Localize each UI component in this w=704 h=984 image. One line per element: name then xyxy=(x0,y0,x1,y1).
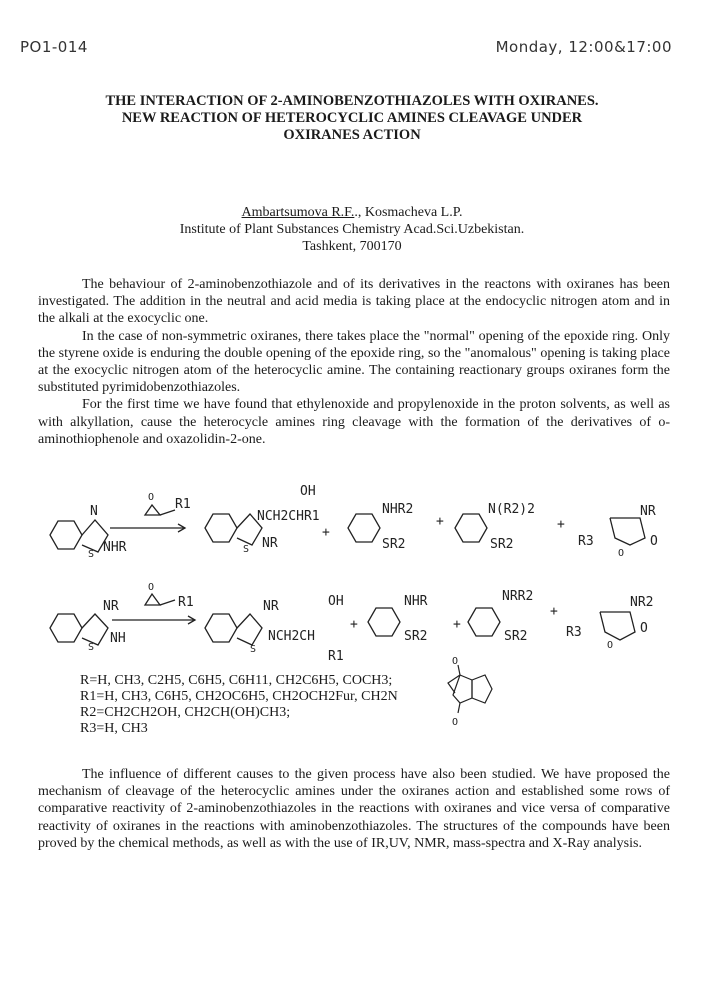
atom-label: NR xyxy=(103,599,119,614)
session-time: Monday, 12:00&17:00 xyxy=(495,38,672,56)
atom-label: NCH2CHR1 xyxy=(257,509,320,524)
atom-label: R1 xyxy=(178,595,194,610)
atom-label: SR2 xyxy=(404,629,428,644)
institute: Institute of Plant Substances Chemistry Acad.Sci.Uzbekistan. xyxy=(179,222,525,237)
benzene-ring xyxy=(50,614,82,642)
paragraph: The behaviour of 2-aminobenzothiazole and of its derivatives in the reactons with oxiranes has been investigated. The addition in the neutral and acid media is taking place at the endocyclic nitrogen atom and in the alkali at the exocyclic one. xyxy=(38,277,670,327)
paragraph: For the first time we have found that ethylenoxide and propylenoxide in the proton solvents, as well as with alkyllation, cause the heterocycle amines ring cleavage with the formation of the derivatives of o-aminothiophenole and oxazolidin-2-one. xyxy=(38,397,670,447)
benzene-ring xyxy=(468,608,500,636)
atom-label: R1 xyxy=(328,649,344,664)
abstract-conclusion xyxy=(38,766,670,852)
atom-label: O xyxy=(650,534,658,549)
plus-sign: + xyxy=(350,617,358,632)
atom-label: S xyxy=(243,544,250,555)
atom-label: SR2 xyxy=(382,537,406,552)
atom-label: O xyxy=(607,640,614,651)
substituent-line: R1=H, CH3, C6H5, CH2OC6H5, CH2OCH2Fur, CH2N xyxy=(80,689,398,704)
phthalimide-structure xyxy=(0,655,704,745)
atom-label: S xyxy=(88,642,95,653)
plus-sign: + xyxy=(322,525,330,540)
title-line: NEW REACTION OF HETEROCYCLIC AMINES CLEAVAGE UNDER xyxy=(121,110,583,126)
atom-label: NR xyxy=(263,599,279,614)
atom-label: S xyxy=(250,644,257,655)
atom-label: N(R2)2 xyxy=(488,502,535,517)
benzene-ring xyxy=(205,614,237,642)
city: Tashkent, 700170 xyxy=(302,239,402,254)
co-authors: ., Kosmacheva L.P. xyxy=(354,205,463,220)
atom-label: NRR2 xyxy=(502,589,534,604)
benzene-ring xyxy=(368,608,400,636)
benzene-ring xyxy=(455,514,487,542)
plus-sign: + xyxy=(557,517,565,532)
atom-label: SR2 xyxy=(504,629,528,644)
title-line: THE INTERACTION OF 2-AMINOBENZOTHIAZOLES WITH OXIRANES. xyxy=(105,93,599,109)
substituent-line: R=H, CH3, C2H5, C6H5, C6H11, CH2C6H5, COCH3; xyxy=(80,673,393,688)
paragraph: In the case of non-symmetric oxiranes, there takes place the "normal" opening of the epoxide ring. Only the styrene oxide is enduring the double opening of the epoxide ring, so the "anomalous" opening is taking place at the exocyclic nitrogen atom of the heterocyclic amine. The containing reactionary groups oxiranes form the substituted pyrimidobenzothiazoles. xyxy=(38,328,670,396)
atom-label: R3 xyxy=(566,625,582,640)
title-line: OXIRANES ACTION xyxy=(283,127,421,143)
atom-label: OH xyxy=(300,484,316,499)
substituent-line: R2=CH2CH2OH, CH2CH(OH)CH3; xyxy=(80,705,291,720)
atom-label: O xyxy=(452,656,459,667)
presenting-author: Ambartsumova R.F. xyxy=(241,205,355,220)
plus-sign: + xyxy=(550,604,558,619)
atom-label: NCH2CH xyxy=(268,629,315,644)
atom-label: N xyxy=(90,504,98,519)
plus-sign: + xyxy=(436,514,444,529)
atom-label: O xyxy=(452,717,459,728)
atom-label: NR xyxy=(262,536,278,551)
atom-label: O xyxy=(148,582,155,593)
atom-label: O xyxy=(618,548,625,559)
plus-sign: + xyxy=(453,617,461,632)
benzene-ring xyxy=(205,514,237,542)
atom-label: R1 xyxy=(175,497,191,512)
atom-label: S xyxy=(88,549,95,560)
benzene-ring xyxy=(348,514,380,542)
atom-label: NHR2 xyxy=(382,502,414,517)
atom-label: OH xyxy=(328,594,344,609)
paragraph: The influence of different causes to the given process have also been studied. We have proposed the mechanism of cleavage of the heterocyclic amines under the oxiranes action and established some rows of comparative reactivity of 2-aminobenzothiazoles in the reactions with oxiranes and vice versa of comparative reactivity of oxiranes in the reactions with aminobenzothiazoles. The structures of the compounds have been proved by the chemical methods, as well as with the use of IR,UV, NMR, mass-spectra and X-Ray analysis. xyxy=(38,767,670,851)
atom-label: O xyxy=(148,492,155,503)
benzene-ring xyxy=(50,521,82,549)
atom-label: NR2 xyxy=(630,595,654,610)
substituent-line: R3=H, CH3 xyxy=(80,721,148,736)
atom-label: NH xyxy=(110,631,126,646)
atom-label: NHR xyxy=(103,540,127,555)
atom-label: O xyxy=(640,621,648,636)
atom-label: NR xyxy=(640,504,656,519)
atom-label: R3 xyxy=(578,534,594,549)
abstract-code: PO1-014 xyxy=(20,38,88,56)
atom-label: SR2 xyxy=(490,537,514,552)
atom-label: NHR xyxy=(404,594,428,609)
